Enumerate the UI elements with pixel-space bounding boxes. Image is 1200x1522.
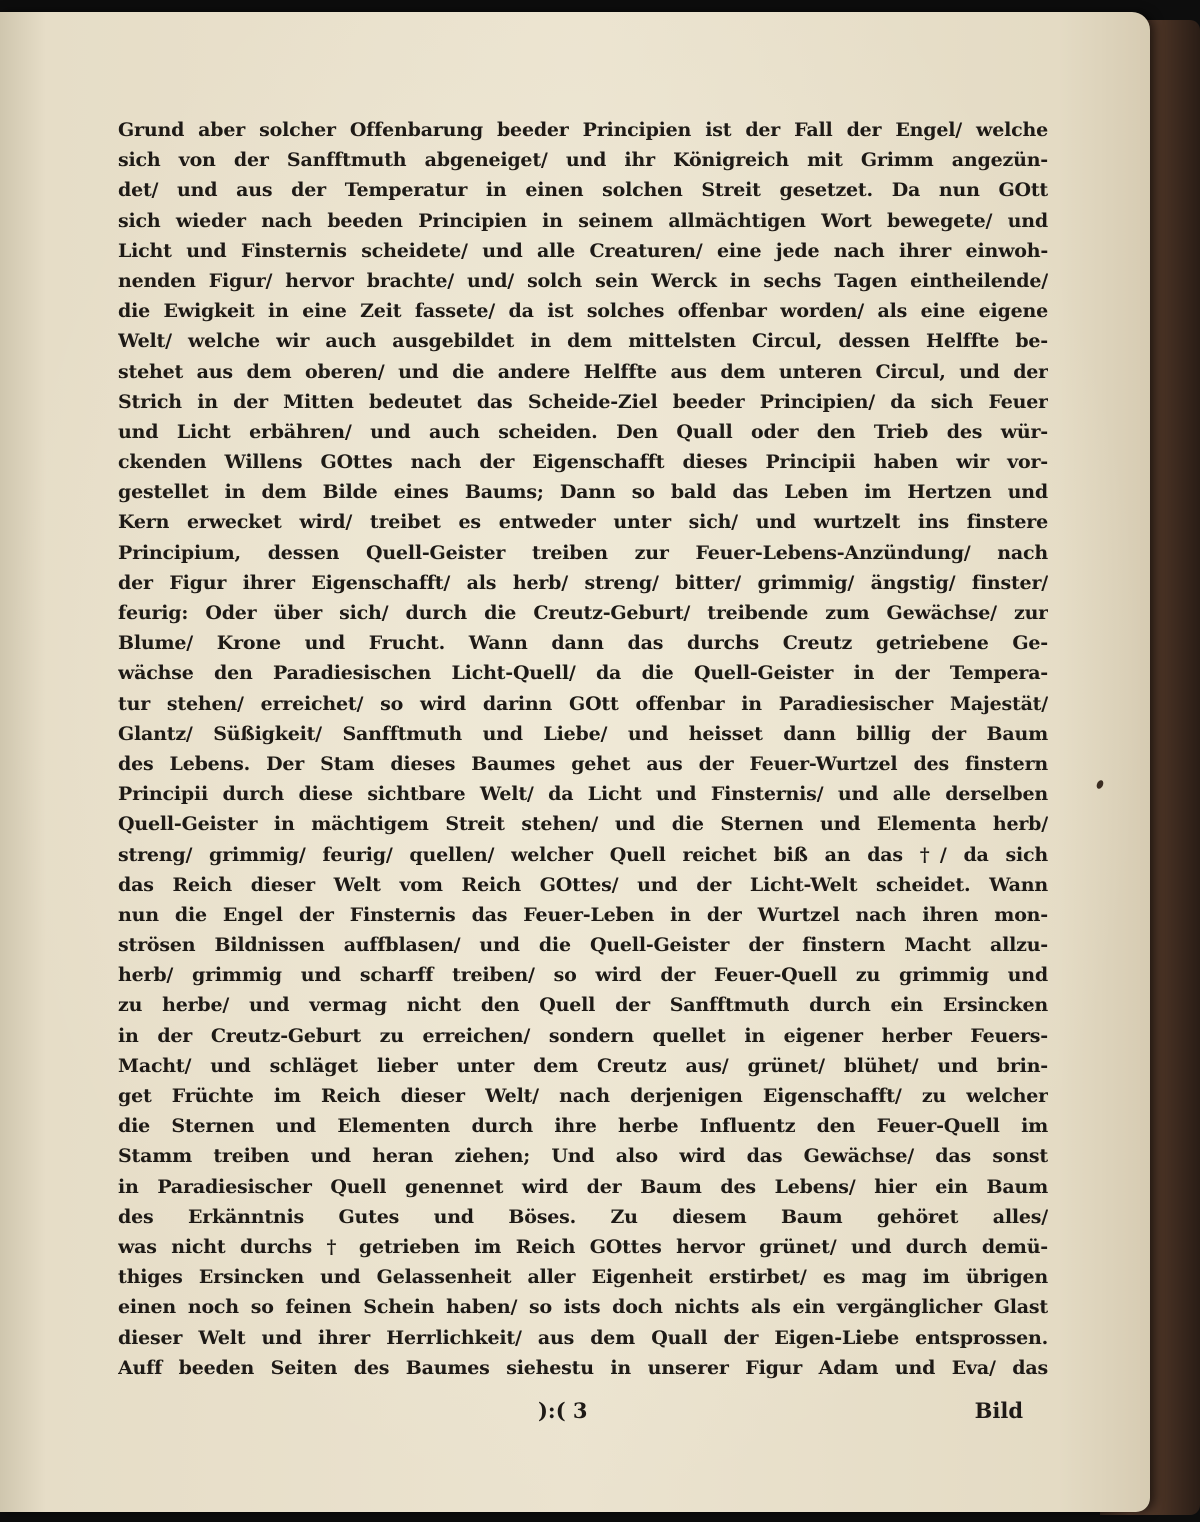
text-line: thiges Ersincken und Gelassenheit aller Eigenheit erstirbet/ es mag im übrigen bbox=[118, 1266, 1048, 1289]
text-line: in Paradiesischer Quell genennet wird der Baum des Lebens/ hier ein Baum bbox=[118, 1175, 1048, 1198]
signature-mark: ):( 3 bbox=[538, 1398, 588, 1423]
text-line: tur stehen/ erreichet/ so wird darinn GOtt offenbar in Paradiesischer Majestät/ bbox=[118, 692, 1048, 715]
text-line: Quell-Geister in mächtigem Streit stehen/ und die Sternen und Elementa herb/ bbox=[118, 813, 1048, 836]
text-line: die Sternen und Elementen durch ihre herbe Influentz den Feuer-Quell im bbox=[118, 1115, 1048, 1138]
text-line: Blume/ Krone und Frucht. Wann dann das durchs Creutz getriebene Ge- bbox=[118, 632, 1048, 655]
body-text bbox=[118, 115, 1048, 1383]
text-line: Principii durch diese sichtbare Welt/ da Licht und Finsternis/ und alle derselben bbox=[118, 783, 1048, 806]
text-line: in der Creutz-Geburt zu erreichen/ sondern quellet in eigener herber Feuers- bbox=[118, 1024, 1048, 1047]
text-line: get Früchte im Reich dieser Welt/ nach derjenigen Eigenschafft/ zu welcher bbox=[118, 1085, 1048, 1107]
text-line: Grund aber solcher Offenbarung beeder Principien ist der Fall der Engel/ welche bbox=[118, 119, 1048, 141]
text-line: Glantz/ Süßigkeit/ Sanfftmuth und Liebe/ und heisset dann billig der Baum bbox=[118, 722, 1048, 745]
text-line: gestellet in dem Bilde eines Baums; Dann so bald das Leben im Hertzen und bbox=[118, 481, 1048, 504]
text-line: det/ und aus der Temperatur in einen solchen Streit gesetzet. Da nun GOtt bbox=[118, 179, 1048, 202]
text-line: Welt/ welche wir auch ausgebildet in dem mittelsten Circul, dessen Helffte be- bbox=[118, 330, 1048, 353]
text-line: sich von der Sanfftmuth abgeneiget/ und ihr Königreich mit Grimm angezün- bbox=[118, 149, 1048, 172]
text-line: strösen Bildnissen auffblasen/ und die Quell-Geister der finstern Macht allzu- bbox=[118, 934, 1048, 957]
text-line: nun die Engel der Finsternis das Feuer-Leben in der Wurtzel nach ihren mon- bbox=[118, 903, 1048, 926]
text-line: Macht/ und schläget lieber unter dem Creutz aus/ grünet/ blühet/ und brin- bbox=[118, 1054, 1048, 1077]
text-line: stehet aus dem oberen/ und die andere Helffte aus dem unteren Circul, und der bbox=[118, 360, 1048, 383]
text-line: streng/ grimmig/ feurig/ quellen/ welcher Quell reichet biß an das †/ da sich bbox=[118, 843, 1048, 866]
catchword: Bild bbox=[974, 1398, 1023, 1423]
text-line: und Licht erbähren/ und auch scheiden. Den Quall oder den Trieb des wür- bbox=[118, 420, 1048, 443]
text-line: Principium, dessen Quell-Geister treiben zur Feuer-Lebens-Anzündung/ nach bbox=[118, 541, 1048, 564]
text-line: ckenden Willens GOttes nach der Eigenschafft dieses Principii haben wir vor- bbox=[118, 451, 1048, 474]
text-line: sich wieder nach beeden Principien in seinem allmächtigen Wort bewegete/ und bbox=[118, 209, 1048, 232]
text-line: wächse den Paradiesischen Licht-Quell/ da die Quell-Geister in der Tempera- bbox=[118, 662, 1048, 685]
text-line: zu herbe/ und vermag nicht den Quell der Sanfftmuth durch ein Ersincken bbox=[118, 994, 1048, 1017]
text-line: Strich in der Mitten bedeutet das Scheide-Ziel beeder Principien/ da sich Feuer bbox=[118, 390, 1048, 413]
text-line: herb/ grimmig und scharff treiben/ so wird der Feuer-Quell zu grimmig und bbox=[118, 964, 1048, 987]
page-footer bbox=[118, 1398, 1023, 1430]
text-line: Stamm treiben und heran ziehen; Und also wird das Gewächse/ das sonst bbox=[118, 1145, 1048, 1168]
text-line: des Lebens. Der Stam dieses Baumes gehet aus der Feuer-Wurtzel des finstern bbox=[118, 752, 1048, 775]
text-line: der Figur ihrer Eigenschafft/ als herb/ streng/ bitter/ grimmig/ ängstig/ finster/ bbox=[118, 571, 1048, 594]
text-line: des Erkänntnis Gutes und Böses. Zu diesem Baum gehöret alles/ bbox=[118, 1205, 1048, 1228]
text-line: Auff beeden Seiten des Baumes siehestu in unserer Figur Adam und Eva/ das bbox=[118, 1356, 1048, 1379]
text-line: die Ewigkeit in eine Zeit fassete/ da ist solches offenbar worden/ als eine eigene bbox=[118, 300, 1048, 323]
text-line: Kern erwecket wird/ treibet es entweder unter sich/ und wurtzelt ins finstere bbox=[118, 511, 1048, 534]
text-line: dieser Welt und ihrer Herrlichkeit/ aus dem Quall der Eigen-Liebe entsprossen. bbox=[118, 1326, 1048, 1349]
text-line: einen noch so feinen Schein haben/ so ists doch nichts als ein vergänglicher Glast bbox=[118, 1296, 1048, 1319]
text-line: nenden Figur/ hervor brachte/ und/ solch sein Werck in sechs Tagen eintheilende/ bbox=[118, 269, 1048, 292]
text-line: was nicht durchs † getrieben im Reich GOttes hervor grünet/ und durch demü- bbox=[118, 1235, 1048, 1258]
text-line: das Reich dieser Welt vom Reich GOttes/ und der Licht-Welt scheidet. Wann bbox=[118, 873, 1048, 896]
text-line: feurig: Oder über sich/ durch die Creutz-Geburt/ treibende zum Gewächse/ zur bbox=[118, 602, 1048, 624]
text-line: Licht und Finsternis scheidete/ und alle Creaturen/ eine jede nach ihrer einwoh- bbox=[118, 239, 1048, 262]
